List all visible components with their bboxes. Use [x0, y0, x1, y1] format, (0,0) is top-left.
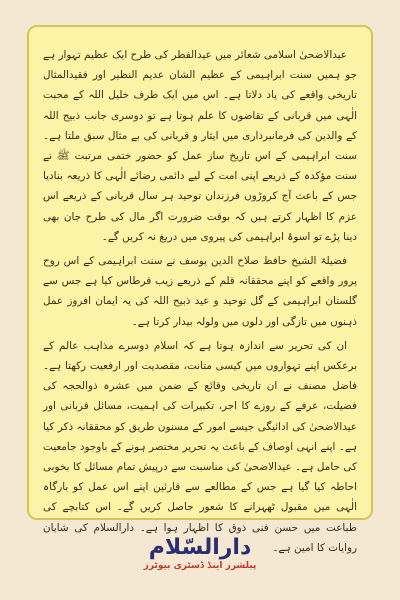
cover-text	[43, 45, 357, 554]
paragraph: ان کی تحریر سے اندازہ ہوتا ہے کہ اسلام دوسرے مذاہب عالم کے برعکس اپنے تہواروں میں کیسی متانت، مقصدیت اور ارفعیت رکھتا ہے۔ فاضل مصنف نے ان تاریخی وقائع کے ضمن میں عشرہ ذوالحجہ کی فضیلت، عرفے کے روزے کا اجر، تکبیرات کی اہمیت، مسائل قربانی اور عیدالاضحیٰ کی ادائیگی جیسے امور کے مسنون طریق کو محققانہ ذکر کیا ہے۔ اپنے انہی اوصاف کے باعث یہ تحریر مختصر ہونے کے باوجود جامعیت کی حامل ہے۔ عیدالاضحیٰ کی مناسبت سے درپیش تمام مسائل کا بخوبی احاطہ کیا گیا ہے جس کے مطالعے سے قارئین اپنے اس عمل کو بارگاہ الٰہی میں مقبول ٹھہرانے کا شعور حاصل کریں گے۔ اس کتابچے کی طباعت میں حسن فنی ذوق کا اظہار ہوا ہے۔ دارالسلام کی شایان روایات کا امین ہے۔	[43, 339, 357, 554]
paragraph: عیدالاضحیٰ اسلامی شعائر میں عیدالفطر کی طرح ایک عظیم تہوار ہے جو ہمیں سنت ابراہیمی کے عظیم الشان عدیم النظیر اور فقیدالمثال تاریخی واقعے کی یاد دلاتا ہے۔ اس میں ایک طرف خلیل اللہ کے محبت الٰہی میں قربانی کے تقاضوں کا علم ہوتا ہے تو دوسری جانب ذبیح اللہ کے والدین کی فرمانبرداری میں ایثار و قربانی کی بے مثال سبق ملتا ہے۔ سنت ابراہیمی کے اس تاریخ ساز عمل کو حضور ختمی مرتبت ﷺ نے سنت مؤکدہ کے ذریعے اپنی امت کے لیے دائمی رضائے الٰہی کا ذریعہ بنادیا جس کے باعث آج کروڑوں فرزندان توحید ہر سال قربانی کے ذریعے اس عزم کا اظہار کرتے ہیں کہ بوقت ضرورت اگر مال کی طرح جان بھی دینا پڑے تو اسوۂ ابراہیمی کی پیروی میں دریغ نہ کریں گے۔	[43, 49, 357, 243]
publisher-subtitle: پبلشرز اینڈ ڈسٹری بیوٹرز	[143, 561, 257, 571]
paragraph: فضیلۃ الشیخ حافظ صلاح الدین یوسف نے سنت ابراہیمی کے اس روح پرور واقعے کو اپنے محققانہ قلم کے ذریعے زیب قرطاس کیا ہے جس سے گلستان ابراہیمی کے گل توحید و عید ذبیح اللہ کی یہ ایمان افروز عمل ذہنوں میں تازگی اور دلوں میں ولولہ بیدار کرتا ہے۔	[43, 255, 357, 328]
publisher-logo	[0, 535, 400, 573]
publisher-name: دارالسّلام	[148, 535, 252, 560]
text-panel	[27, 25, 373, 554]
